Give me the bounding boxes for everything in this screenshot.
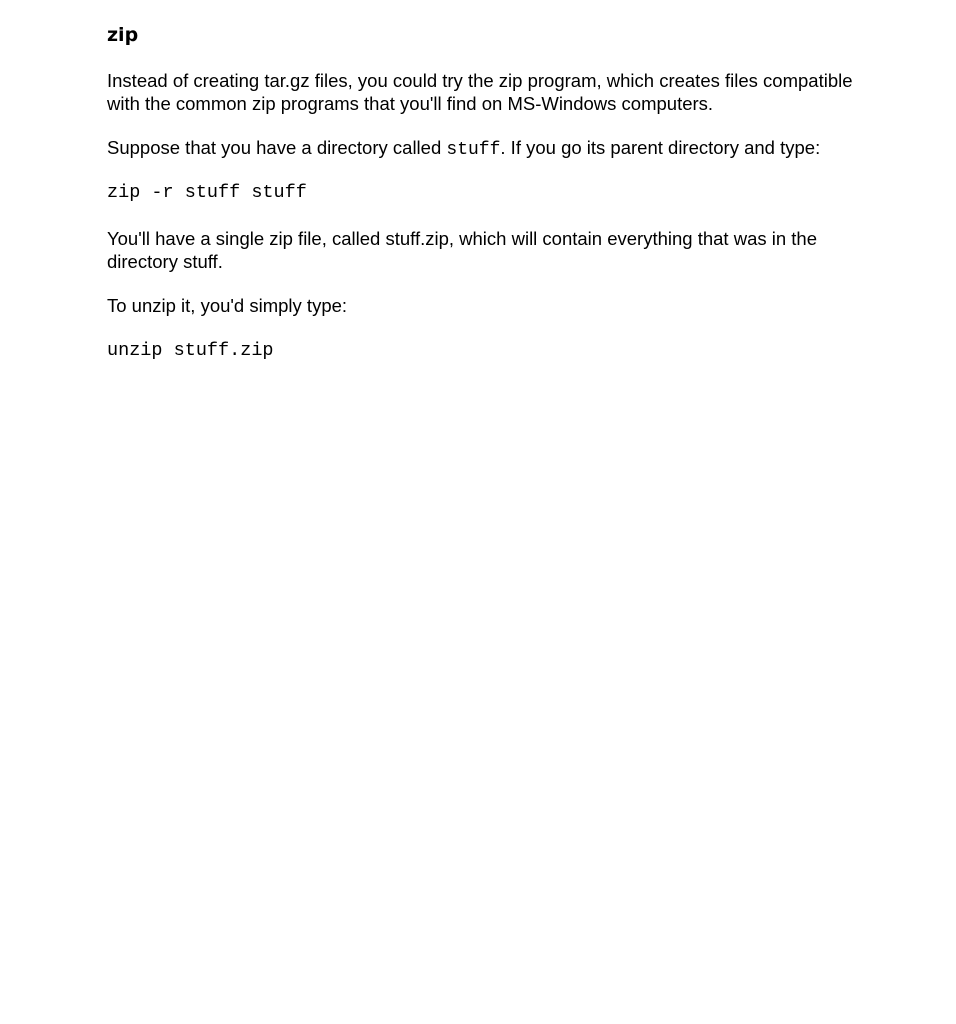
suppose-text-after: . If you go its parent directory and type:	[500, 137, 821, 158]
unzip-intro-paragraph: To unzip it, you'd simply type:	[107, 295, 348, 316]
intro-paragraph: Instead of creating tar.gz files, you could try the zip program, which creates files compatible with the common zip programs that you'll find on MS-Windows computers.	[107, 70, 853, 114]
directory-name-code: stuff	[446, 140, 501, 160]
result-paragraph: You'll have a single zip file, called stuff.zip, which will contain everything that was in the directory stuff.	[107, 228, 818, 272]
section-title: zip	[107, 24, 139, 46]
zip-command-code: zip -r stuff stuff	[107, 182, 307, 203]
suppose-text-before: Suppose that you have a directory called	[107, 137, 447, 158]
suppose-paragraph	[107, 136, 887, 162]
section-heading-wrap	[107, 20, 138, 64]
unzip-command-code: unzip stuff.zip	[107, 340, 274, 361]
